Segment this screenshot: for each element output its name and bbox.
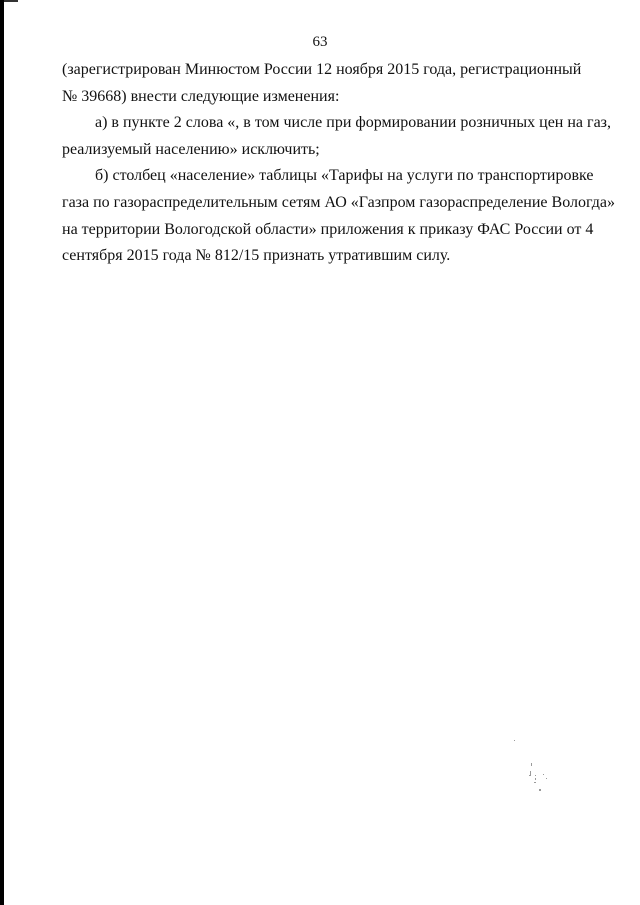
paragraph-intro xyxy=(62,57,582,110)
text-line: газа по газораспределительным сетям АО «Газпром газораспределение Вологда» xyxy=(62,193,615,211)
text-line: (зарегистрирован Минюстом России 12 ноября 2015 года, регистрационный xyxy=(62,61,582,78)
scan-speckle xyxy=(514,740,515,741)
scan-speckle xyxy=(534,782,536,783)
scan-speckle xyxy=(529,775,531,776)
text-line: № 39668) внести следующие изменения: xyxy=(62,87,340,105)
text-line: реализуемый населению» исключить; xyxy=(62,140,320,158)
paragraph-item-b xyxy=(62,163,615,269)
scan-left-border xyxy=(0,0,4,905)
text-line: сентября 2015 года № 812/15 признать утратившим силу. xyxy=(62,247,451,265)
text-line: б) столбец «население» таблицы «Тарифы на услуги по транспортировке xyxy=(95,167,594,185)
scan-speckle xyxy=(546,778,547,779)
scan-speckle xyxy=(535,775,536,776)
paragraph-item-a xyxy=(62,110,611,163)
page-number: 63 xyxy=(312,34,328,50)
scan-top-artifact xyxy=(4,0,18,2)
document-body xyxy=(62,57,615,270)
scan-speckle xyxy=(531,763,532,766)
text-line: а) в пункте 2 слова «, в том числе при формировании розничных цен на газ, xyxy=(95,114,611,132)
scan-speckle xyxy=(543,774,544,775)
scan-speckle xyxy=(539,789,541,791)
text-line: на территории Вологодской области» приложения к приказу ФАС России от 4 xyxy=(62,220,594,238)
scan-speckle xyxy=(535,778,536,780)
